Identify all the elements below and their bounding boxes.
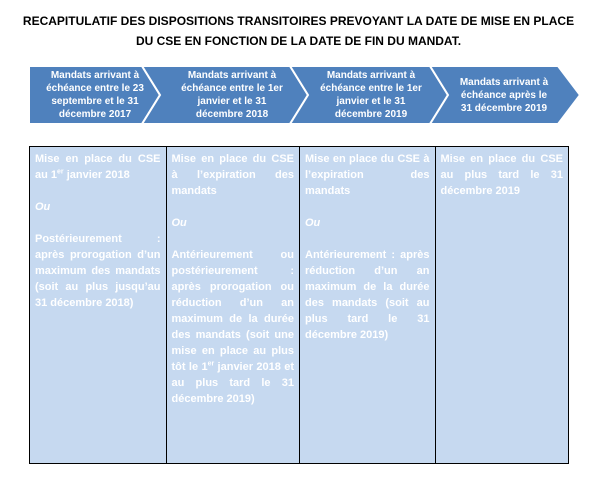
column-3-or: Ou bbox=[305, 217, 321, 229]
arrow-label-2: Mandats arrivant à échéance entre le 1er janvier et le 31 décembre 2018 bbox=[181, 70, 283, 120]
title-line-1: RECAPITULATIF DES DISPOSITIONS TRANSITOIRES PREVOYANT LA DATE DE MISE EN PLACE bbox=[22, 14, 575, 28]
column-3-alternative: Antérieurement : après réduction d’un an maximum de la durée des mandats (soit au plus tard le 31 décembre 2019) bbox=[305, 249, 430, 341]
column-1-alternative: Postérieurement : après prorogation d’un maximum des mandats (soit au plus jusqu’au 31 décembre 2018) bbox=[35, 233, 161, 309]
column-2-main-text: Mise en place du CSE à l’expiration des mandats bbox=[171, 153, 294, 197]
column-after-2019 bbox=[435, 147, 569, 463]
column-3-main-text: Mise en place du CSE à l’expiration des mandats bbox=[305, 153, 430, 197]
transition-table bbox=[29, 146, 569, 464]
column-2-alternative: Antérieurement ou postérieurement : après prorogation ou réduction d’un an maximum de la durée des mandats (soit une mise en place au plus tôt le 1er janvier 2018 et au plus tard le 31 décembre 2019) bbox=[171, 249, 294, 405]
column-2017 bbox=[30, 147, 166, 463]
column-2018 bbox=[166, 147, 300, 463]
column-2019 bbox=[299, 147, 435, 463]
column-2-or: Ou bbox=[171, 217, 187, 229]
title-line-2: DU CSE EN FONCTION DE LA DATE DE FIN DU MANDAT. bbox=[135, 34, 462, 48]
column-1-main-text: Mise en place du CSE au 1er janvier 2018 bbox=[35, 153, 161, 181]
arrow-label-4: Mandats arrivant à échéance après le 31 décembre 2019 bbox=[459, 76, 549, 114]
column-1-or: Ou bbox=[35, 201, 51, 213]
column-4-main-text: Mise en place du CSE au plus tard le 31 décembre 2019 bbox=[440, 153, 563, 197]
arrow-label-1: Mandats arrivant à échéance entre le 23 septembre et le 31 décembre 2017 bbox=[46, 70, 144, 120]
arrow-label-3: Mandats arrivant à échéance entre le 1er janvier et le 31 décembre 2019 bbox=[320, 70, 422, 120]
